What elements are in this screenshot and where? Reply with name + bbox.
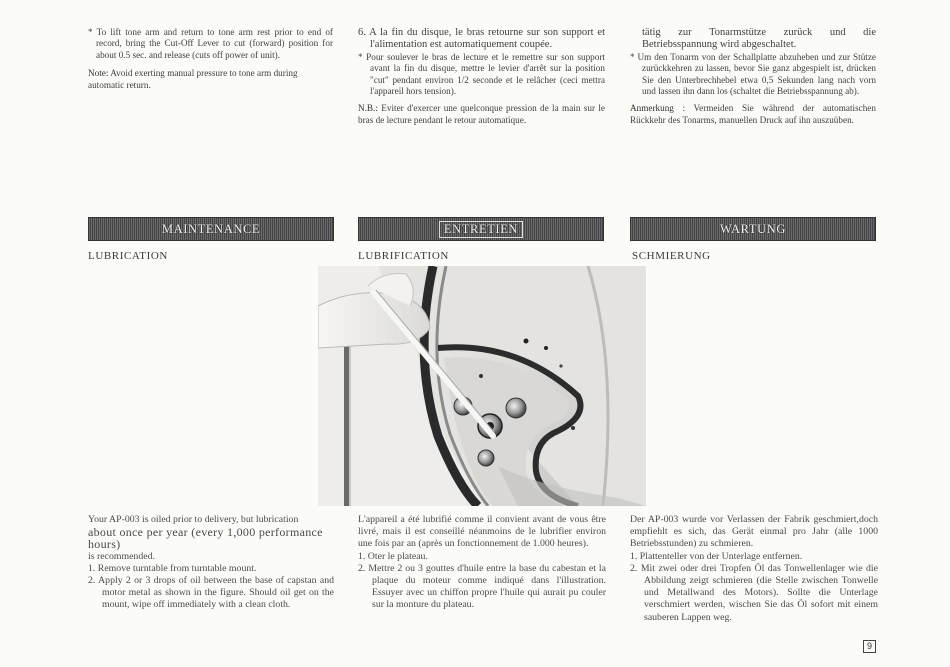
english-cutoff-bullet: * To lift tone arm and return to tone arm rest prior to end of record, bring the Cut-Off Lever to cut (forward) position for about 0.5 sec. and release (cuts off power of unit). xyxy=(88,27,333,60)
german-subheading: SCHMIERUNG xyxy=(632,250,711,262)
entretien-header-bar xyxy=(358,217,604,241)
french-note-text: Eviter d'exercer une quelconque pression de la main sur le bras de lecture pendant le retour automatique. xyxy=(358,103,605,125)
french-cutoff-bullet: * Pour soulever le bras de lecture et le remettre sur son support avant la fin du disque, mettre le levier d'arrêt sur la position "cut" pendant environ 1/2 seconde et le relâcher (ceci mettra l'appareil hors tension). xyxy=(358,51,605,97)
german-step-2: 2. Mit zwei oder drei Tropfen Öl das Tonwellenlager wie die Abbildung zeigt schmieren (die Stelle zwischen Tonwelle und Metallwand des Motors). Sollte die Unterlage verschmiert werden, wischen Sie das Öl sofort mit einem sauberen Lappen weg. xyxy=(630,562,878,623)
lubrication-photo-illustration xyxy=(318,266,646,506)
english-step-2: 2. Apply 2 or 3 drops of oil between the base of capstan and motor metal as shown in the figure. Should oil get on the mount, wipe off immediately with a clean cloth. xyxy=(88,575,334,611)
english-note xyxy=(88,68,333,91)
german-cutoff-bullet: * Um den Tonarm von der Schallplatte abzuheben und zur Stütze zurückkehren zu lassen, bevor Sie ganz abgespielt ist, drücken Sie den Unterbrechhebel etwa 0,5 Sekunden lang nach vorn und lassen ihn dann los (schaltet die Betriebsspannung ab). xyxy=(630,51,876,97)
german-note-label: Anmerkung : xyxy=(630,103,686,114)
top-column-french xyxy=(358,27,605,126)
german-note-text: Vermeiden Sie während der automatischen Rückkehr des Tonarms, manuellen Druck auf ihn auszuüben. xyxy=(630,103,876,125)
english-note-label: Note: xyxy=(88,68,109,79)
english-body xyxy=(88,514,334,612)
english-subheading: LUBRICATION xyxy=(88,250,168,262)
top-column-german xyxy=(630,27,876,126)
german-step-1: 1. Plattenteller von der Unterlage entfernen. xyxy=(630,550,803,562)
page-number: 9 xyxy=(863,640,876,653)
english-note-text: Avoid exerting manual pressure to tone arm during automatic return. xyxy=(88,68,298,90)
top-column-english xyxy=(88,27,333,91)
french-subheading: LUBRIFICATION xyxy=(358,250,449,262)
english-intro-line3: is recommended. xyxy=(88,550,155,562)
german-continuation: tätig zur Tonarmstütze zurück und die Betriebsspannung wird abgeschaltet. xyxy=(642,27,876,51)
lubrication-photo xyxy=(318,266,646,506)
french-step-2: 2. Mettre 2 ou 3 gouttes d'huile entre la base du cabestan et la plaque du moteur comme indiqué dans l'illustration. Essuyer avec un chiffon propre l'huile qui aurait pu couler sur la monture du plateau. xyxy=(358,562,606,611)
maintenance-title: MAINTENANCE xyxy=(161,221,261,236)
french-step-6: 6. A la fin du disque, le bras retourne sur son support et l'alimentation est automatiquement coupée. xyxy=(358,27,605,51)
french-note xyxy=(358,103,605,126)
maintenance-header-bar xyxy=(88,217,334,241)
wartung-header-bar xyxy=(630,217,876,241)
german-note xyxy=(630,103,876,126)
entretien-title: ENTRETIEN xyxy=(439,221,523,238)
french-intro: L'appareil a été lubrifié comme il convient avant de vous être livré, mais il est conseillé néanmoins de le lubrifier environ une fois par an (après un fonctionnement de 1.000 heures). xyxy=(358,514,606,550)
english-intro-line1: Your AP-003 is oiled prior to delivery, but lubrication xyxy=(88,514,299,525)
french-note-label: N.B.: xyxy=(358,103,378,114)
english-intro-line2: about once per year (every 1,000 performance hours) xyxy=(88,525,323,552)
german-body xyxy=(630,514,878,624)
german-intro: Der AP-003 wurde vor Verlassen der Fabrik geschmiert,doch empfiehlt es sich, das Gerät einmal pro Jahr (alle 1000 Betriebsstunden) zu schmieren. xyxy=(630,514,878,550)
french-step-1: 1. Oter le plateau. xyxy=(358,550,428,562)
wartung-title: WARTUNG xyxy=(720,221,786,236)
english-step-1: 1. Remove turntable from turntable mount. xyxy=(88,562,257,574)
french-body xyxy=(358,514,606,612)
